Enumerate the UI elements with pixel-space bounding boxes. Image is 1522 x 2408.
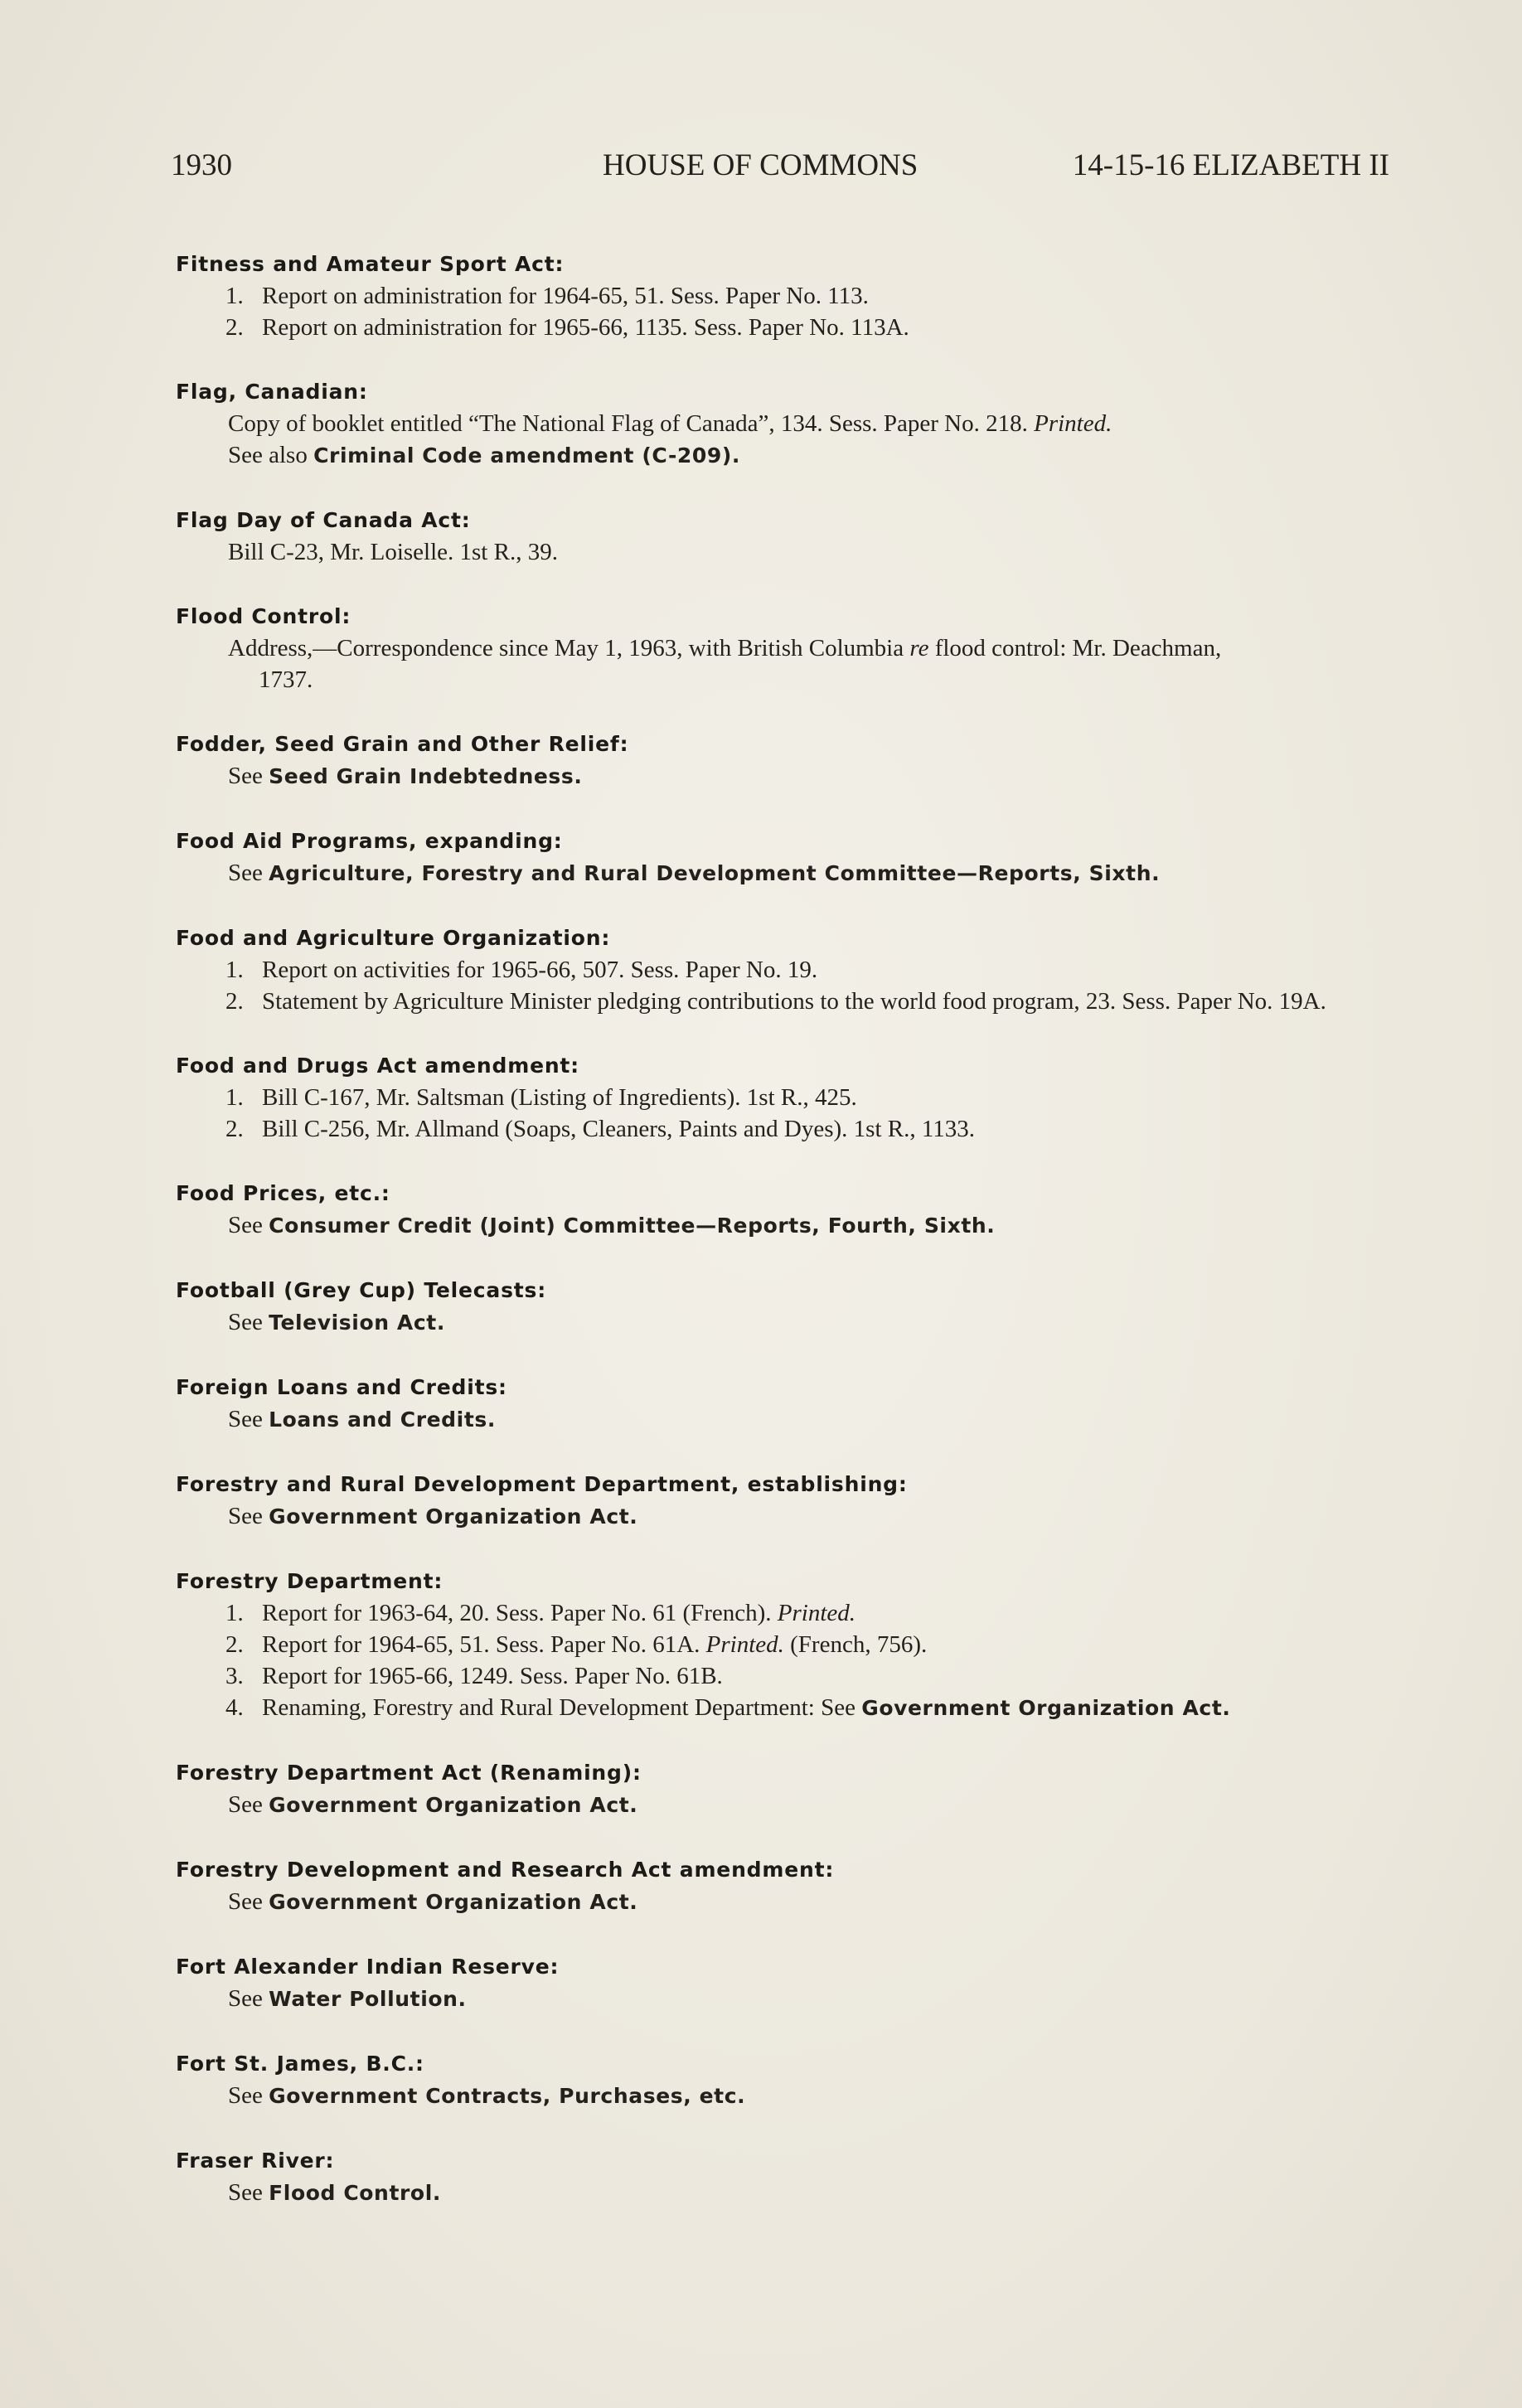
see-reference: Government Organization Act.	[269, 1504, 638, 1529]
item-text: Report on administration for 1965-66, 1135. Sess. Paper No. 113A.	[262, 314, 909, 341]
cross-reference	[176, 1983, 1419, 2015]
entry-item	[176, 1597, 1419, 1629]
body-text: 1737.	[259, 666, 313, 693]
see-prefix: See	[228, 1212, 263, 1238]
entry-heading: Football (Grey Cup) Telecasts:	[176, 1278, 546, 1302]
body-text: flood control: Mr. Deachman,	[934, 635, 1222, 661]
item-italic: Printed.	[705, 1631, 784, 1658]
see-prefix: See	[228, 2179, 263, 2206]
entry-item	[176, 1692, 1419, 1724]
item-text	[262, 1629, 1419, 1660]
item-text-main: Renaming, Forestry and Rural Development Department: See	[262, 1694, 856, 1721]
index-entry	[176, 1372, 1419, 1436]
page-number: 1930	[171, 148, 232, 182]
see-reference: Consumer Credit (Joint) Committee—Reports, Fourth, Sixth.	[269, 1214, 996, 1238]
entry-heading: Flag, Canadian:	[176, 380, 368, 404]
index-entry	[176, 1469, 1419, 1533]
entry-heading: Food and Agriculture Organization:	[176, 926, 611, 950]
entry-item	[176, 986, 1419, 1017]
item-number: 1.	[225, 1600, 244, 1626]
cross-reference	[176, 2177, 1419, 2209]
item-number: 1.	[225, 283, 244, 309]
see-prefix: See	[228, 1985, 263, 2012]
body-italic: re	[909, 635, 929, 661]
item-number: 2.	[225, 1631, 244, 1658]
entry-heading: Food Prices, etc.:	[176, 1181, 390, 1205]
item-text: Statement by Agriculture Minister pledging contributions to the world food program, 23. Sess. Paper No. 19A.	[262, 988, 1326, 1015]
entry-heading: Fodder, Seed Grain and Other Relief:	[176, 732, 629, 756]
item-text: Report on activities for 1965-66, 507. Sess. Paper No. 19.	[262, 957, 818, 983]
session-label: 14-15-16 ELIZABETH II	[1072, 148, 1389, 182]
entry-heading: Forestry Department Act (Renaming):	[176, 1761, 642, 1785]
cross-reference	[176, 1306, 1419, 1339]
entry-item	[176, 1082, 1419, 1113]
see-reference: Government Contracts, Purchases, etc.	[269, 2084, 746, 2108]
entry-heading: Flag Day of Canada Act:	[176, 508, 471, 532]
see-reference: Government Organization Act.	[269, 1890, 638, 1914]
entry-item	[176, 1629, 1419, 1660]
entry-item	[176, 1660, 1419, 1692]
see-reference: Government Organization Act.	[269, 1793, 638, 1817]
index-entry	[176, 923, 1419, 1017]
see-prefix: See	[228, 763, 263, 789]
cross-reference	[176, 1886, 1419, 1918]
see-reference: Television Act.	[269, 1311, 445, 1335]
item-text: Bill C-167, Mr. Saltsman (Listing of Ingredients). 1st R., 425.	[262, 1084, 857, 1111]
item-text: Report on administration for 1964-65, 51. Sess. Paper No. 113.	[262, 283, 869, 309]
index-entry	[176, 1566, 1419, 1724]
cross-reference	[176, 1789, 1419, 1821]
cross-reference	[176, 760, 1419, 792]
entry-heading: Fort St. James, B.C.:	[176, 2052, 424, 2076]
index-entry	[176, 1050, 1419, 1145]
cross-reference	[176, 857, 1419, 889]
item-text-main: Report for 1963-64, 20. Sess. Paper No. 61 (French).	[262, 1600, 772, 1626]
entry-heading: Forestry Development and Research Act amendment:	[176, 1858, 835, 1882]
see-prefix: See	[228, 1888, 263, 1915]
item-number: 3.	[225, 1663, 244, 1689]
index-entries	[176, 249, 1419, 2242]
cross-reference	[176, 2080, 1419, 2112]
entry-heading: Food and Drugs Act amendment:	[176, 1054, 579, 1078]
entry-heading: Foreign Loans and Credits:	[176, 1375, 507, 1399]
index-entry	[176, 1951, 1419, 2015]
item-text-after: (French, 756).	[790, 1631, 928, 1658]
index-entry	[176, 505, 1419, 568]
running-head	[171, 148, 1389, 194]
item-number: 1.	[225, 957, 244, 983]
cross-reference	[176, 1403, 1419, 1436]
item-text: Report for 1965-66, 1249. Sess. Paper No. 61B.	[262, 1663, 723, 1689]
entry-item	[176, 280, 1419, 312]
item-number: 2.	[225, 1116, 244, 1142]
index-entry	[176, 376, 1419, 472]
see-reference: Loans and Credits.	[269, 1407, 496, 1432]
entry-heading: Flood Control:	[176, 604, 351, 628]
index-entry	[176, 1178, 1419, 1242]
index-entry	[176, 1757, 1419, 1821]
item-number: 4.	[225, 1694, 244, 1721]
entry-heading: Fraser River:	[176, 2149, 335, 2173]
item-italic: Printed.	[777, 1600, 856, 1626]
publication-title: HOUSE OF COMMONS	[603, 148, 919, 182]
see-prefix: See	[228, 2082, 263, 2109]
see-reference: Seed Grain Indebtedness.	[269, 764, 583, 788]
see-reference: Criminal Code amendment (C-209).	[313, 443, 741, 468]
see-reference: Government Organization Act.	[861, 1696, 1231, 1720]
index-entry	[176, 249, 1419, 343]
body-text: Address,—Correspondence since May 1, 1963, with British Columbia	[228, 635, 904, 661]
see-reference: Flood Control.	[269, 2181, 441, 2205]
cross-reference	[176, 1500, 1419, 1533]
index-entry	[176, 826, 1419, 889]
entry-heading: Food Aid Programs, expanding:	[176, 829, 563, 853]
entry-body-continuation	[176, 664, 1419, 695]
index-entry	[176, 2145, 1419, 2209]
entry-body: Bill C-23, Mr. Loiselle. 1st R., 39.	[228, 539, 558, 565]
index-entry	[176, 1275, 1419, 1339]
entry-body	[176, 632, 1419, 664]
item-number: 2.	[225, 314, 244, 341]
see-reference: Agriculture, Forestry and Rural Development Committee—Reports, Sixth.	[269, 861, 1161, 885]
see-reference: Water Pollution.	[269, 1987, 467, 2011]
item-text	[262, 1692, 1419, 1724]
entry-item	[176, 312, 1419, 343]
index-entry	[176, 729, 1419, 792]
see-prefix: See	[228, 860, 263, 886]
entry-body	[176, 408, 1419, 439]
see-prefix: See	[228, 1791, 263, 1818]
item-text	[262, 1597, 1419, 1629]
item-number: 2.	[225, 988, 244, 1015]
entry-item	[176, 954, 1419, 986]
item-number: 1.	[225, 1084, 244, 1111]
see-prefix: See also	[228, 442, 308, 468]
cross-reference	[176, 439, 1419, 472]
entry-heading: Forestry Department:	[176, 1569, 444, 1593]
entry-heading: Fort Alexander Indian Reserve:	[176, 1955, 560, 1979]
item-text-main: Report for 1964-65, 51. Sess. Paper No. 61A.	[262, 1631, 700, 1658]
entry-heading: Forestry and Rural Development Department, establishing:	[176, 1472, 908, 1496]
body-italic: Printed.	[1034, 410, 1112, 437]
entry-heading: Fitness and Amateur Sport Act:	[176, 252, 565, 276]
index-entry	[176, 1854, 1419, 1918]
see-prefix: See	[228, 1503, 263, 1529]
index-entry	[176, 2048, 1419, 2112]
entry-item	[176, 1113, 1419, 1145]
see-prefix: See	[228, 1309, 263, 1335]
index-entry	[176, 601, 1419, 695]
cross-reference	[176, 1209, 1419, 1242]
item-text: Bill C-256, Mr. Allmand (Soaps, Cleaners, Paints and Dyes). 1st R., 1133.	[262, 1116, 976, 1142]
see-prefix: See	[228, 1406, 263, 1432]
body-text: Copy of booklet entitled “The National Flag of Canada”, 134. Sess. Paper No. 218.	[228, 410, 1028, 437]
